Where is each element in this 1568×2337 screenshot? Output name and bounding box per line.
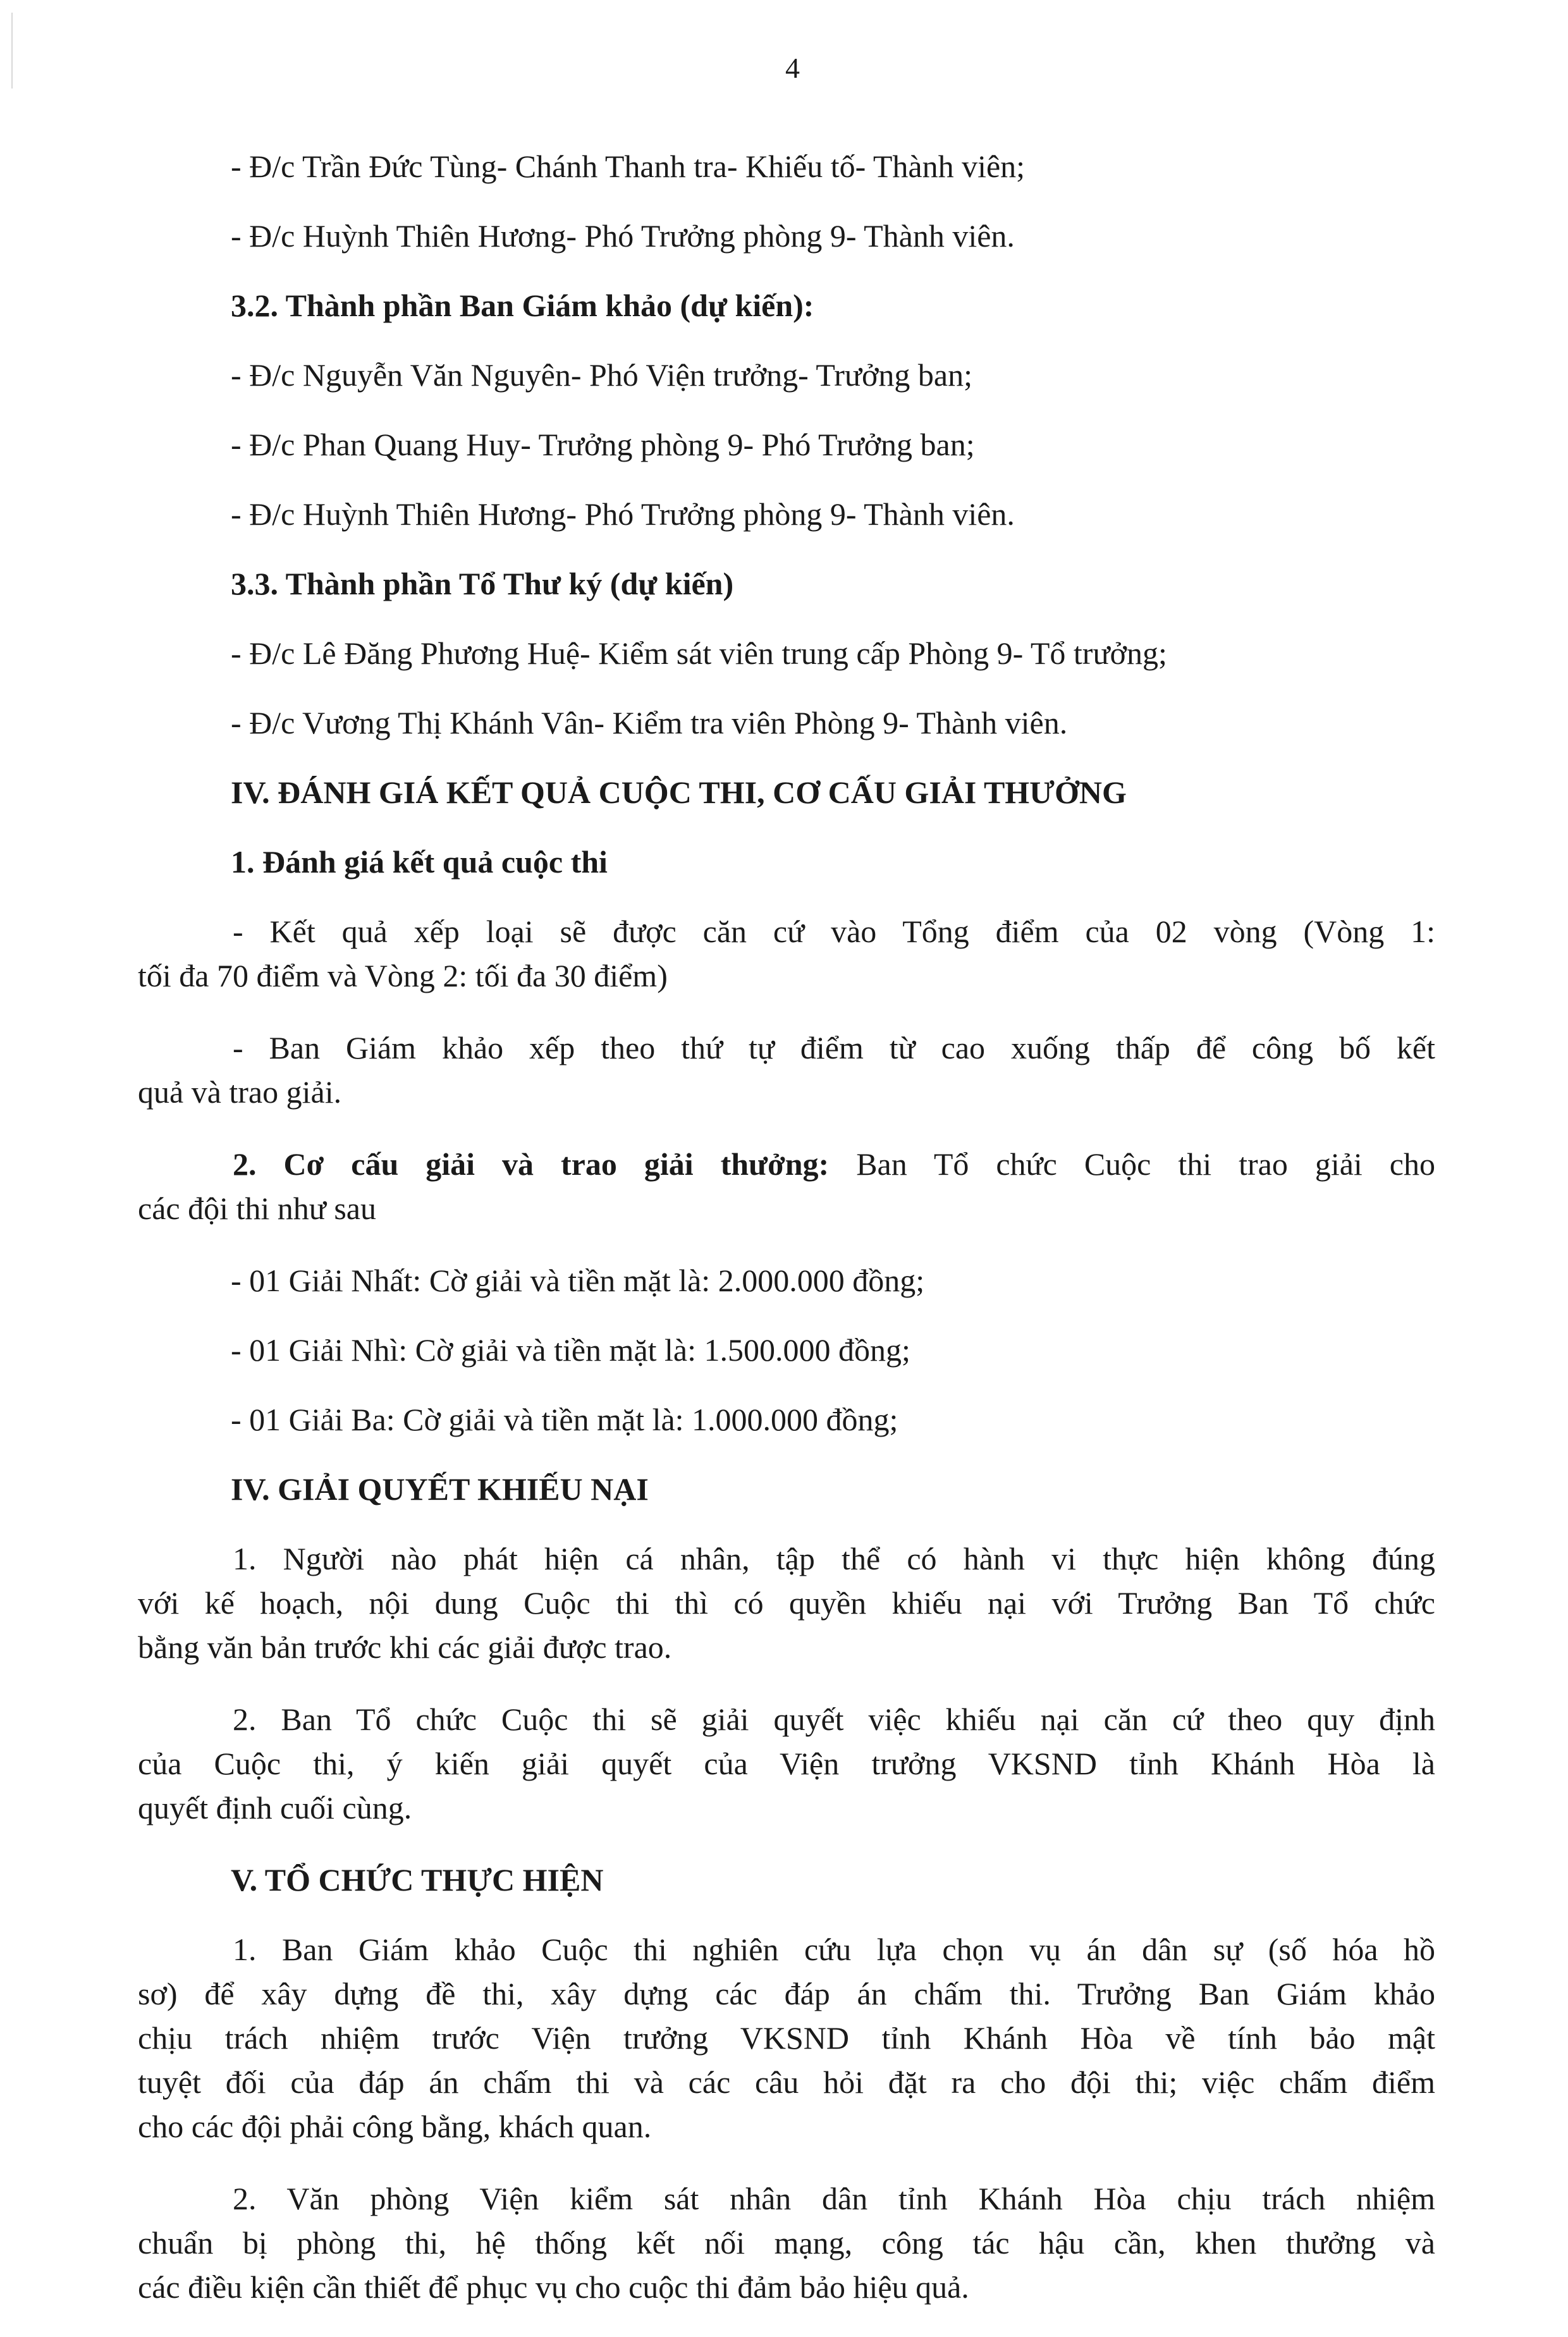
complaint-paragraph-2: [138, 1697, 1435, 1830]
paragraph-line: quả và trao giải.: [138, 1074, 342, 1110]
scan-margin-mark: [11, 13, 13, 89]
prize-line: - 01 Giải Nhì: Cờ giải và tiền mặt là: 1.500.000 đồng;: [231, 1332, 910, 1368]
page-number: 4: [785, 52, 800, 84]
paragraph-text: Ban Tổ chức Cuộc thi trao giải cho: [829, 1146, 1435, 1182]
paragraph-line: [138, 1142, 1435, 1186]
paragraph-line: cho các đội phải công bằng, khách quan.: [138, 2109, 652, 2144]
section-heading-iv: IV. ĐÁNH GIÁ KẾT QUẢ CUỘC THI, CƠ CẤU GIẢI THƯỞNG: [231, 775, 1127, 810]
paragraph-line: các điều kiện cần thiết để phục vụ cho cuộc thi đảm bảo hiệu quả.: [138, 2269, 969, 2305]
paragraph-line: tối đa 70 điểm và Vòng 2: tối đa 30 điểm): [138, 958, 668, 993]
member-line: - Đ/c Lê Đăng Phương Huệ- Kiểm sát viên trung cấp Phòng 9- Tổ trưởng;: [231, 635, 1167, 671]
paragraph-line: tuyệt đối của đáp án chấm thi và các câu hỏi đặt ra cho đội thi; việc chấm điểm: [138, 2064, 1435, 2100]
prize-line: - 01 Giải Nhất: Cờ giải và tiền mặt là: 2.000.000 đồng;: [231, 1263, 925, 1298]
paragraph-line: 1. Người nào phát hiện cá nhân, tập thể có hành vi thực hiện không đúng: [233, 1541, 1435, 1576]
paragraph-line: 2. Văn phòng Viện kiểm sát nhân dân tỉnh Khánh Hòa chịu trách nhiệm: [233, 2181, 1435, 2216]
evaluation-paragraph-2: [138, 1026, 1435, 1114]
paragraph-line: của Cuộc thi, ý kiến giải quyết của Viện trưởng VKSND tỉnh Khánh Hòa là: [138, 1746, 1435, 1781]
section-heading-3-3: 3.3. Thành phần Tổ Thư ký (dự kiến): [231, 566, 734, 601]
implementation-paragraph-2: [138, 2176, 1435, 2309]
section-heading-complaints: IV. GIẢI QUYẾT KHIẾU NẠI: [231, 1471, 649, 1507]
paragraph-line: chuẩn bị phòng thi, hệ thống kết nối mạng, công tác hậu cần, khen thưởng và: [138, 2225, 1435, 2260]
paragraph-line: bằng văn bản trước khi các giải được trao.: [138, 1629, 672, 1665]
subsection-heading-1: 1. Đánh giá kết quả cuộc thi: [231, 844, 608, 880]
paragraph-line: 2. Ban Tổ chức Cuộc thi sẽ giải quyết việc khiếu nại căn cứ theo quy định: [233, 1702, 1435, 1737]
paragraph-line: 1. Ban Giám khảo Cuộc thi nghiên cứu lựa chọn vụ án dân sự (số hóa hồ: [233, 1932, 1435, 1967]
section-heading-3-2: 3.2. Thành phần Ban Giám khảo (dự kiến):: [231, 288, 814, 323]
member-line: - Đ/c Vương Thị Khánh Vân- Kiểm tra viên Phòng 9- Thành viên.: [231, 705, 1068, 740]
member-line: - Đ/c Trần Đức Tùng- Chánh Thanh tra- Khiếu tố- Thành viên;: [231, 149, 1026, 184]
paragraph-line: quyết định cuối cùng.: [138, 1790, 412, 1825]
paragraph-line: với kế hoạch, nội dung Cuộc thi thì có quyền khiếu nại với Trưởng Ban Tổ chức: [138, 1585, 1435, 1621]
paragraph-line: chịu trách nhiệm trước Viện trưởng VKSND tỉnh Khánh Hòa về tính bảo mật: [138, 2020, 1435, 2056]
member-line: - Đ/c Huỳnh Thiên Hương- Phó Trưởng phòng 9- Thành viên.: [231, 218, 1015, 254]
member-line: - Đ/c Huỳnh Thiên Hương- Phó Trưởng phòng 9- Thành viên.: [231, 496, 1015, 532]
document-body: [138, 144, 1435, 2337]
evaluation-paragraph-1: [138, 909, 1435, 998]
prize-line: - 01 Giải Ba: Cờ giải và tiền mặt là: 1.000.000 đồng;: [231, 1402, 898, 1437]
member-line: - Đ/c Phan Quang Huy- Trưởng phòng 9- Phó Trưởng ban;: [231, 427, 975, 462]
member-line: - Đ/c Nguyễn Văn Nguyên- Phó Viện trưởng- Trưởng ban;: [231, 357, 972, 393]
implementation-paragraph-1: [138, 1927, 1435, 2149]
paragraph-line: các đội thi như sau: [138, 1191, 377, 1226]
paragraph-line: - Kết quả xếp loại sẽ được căn cứ vào Tổng điểm của 02 vòng (Vòng 1:: [233, 914, 1435, 949]
paragraph-line: sơ) để xây dựng đề thi, xây dựng các đáp án chấm thi. Trưởng Ban Giám khảo: [138, 1976, 1435, 2011]
complaint-paragraph-1: [138, 1537, 1435, 1669]
paragraph-line: - Ban Giám khảo xếp theo thứ tự điểm từ cao xuống thấp để công bố kết: [233, 1030, 1435, 1065]
prize-structure-paragraph: [138, 1142, 1435, 1230]
subsection-heading-2: 2. Cơ cấu giải và trao giải thưởng:: [233, 1146, 830, 1182]
section-heading-v: V. TỔ CHỨC THỰC HIỆN: [231, 1862, 604, 1898]
